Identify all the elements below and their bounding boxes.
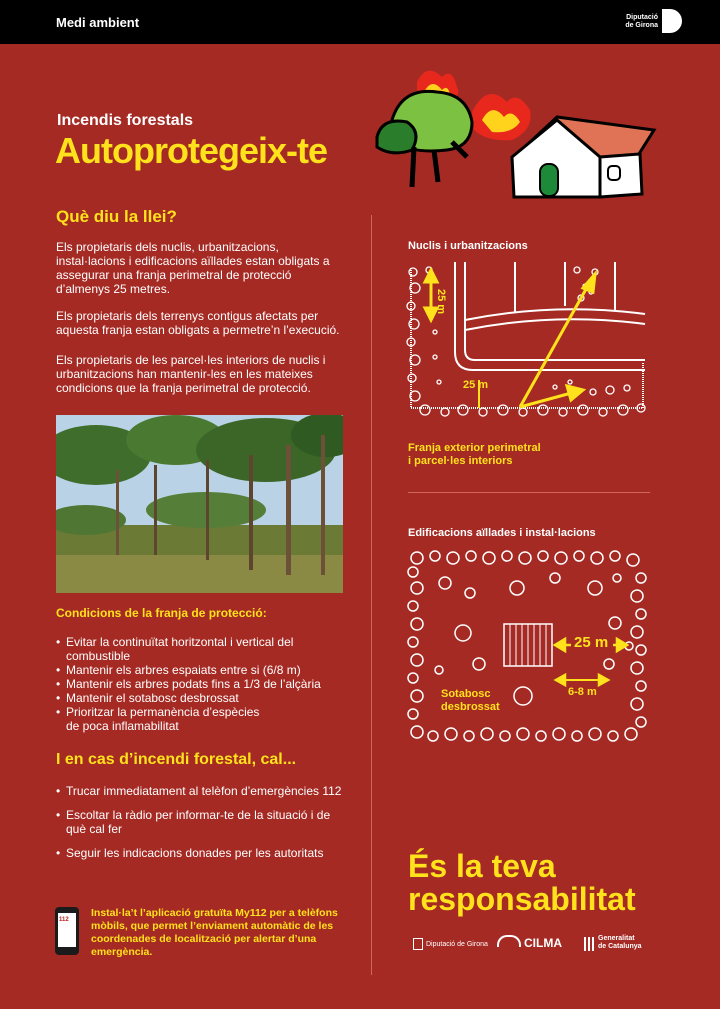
urban-zone-diagram — [405, 262, 650, 422]
fire-list — [56, 784, 356, 860]
law-paragraph: Els propietaris de les parcel·les interiors de nuclis i urbanitzacions han mantenir-les en les mateixes condicions que la franja perimetral de protecció. — [56, 353, 326, 395]
diputacio-logo: Diputació de Girona — [413, 938, 488, 950]
shield-icon — [413, 938, 423, 950]
list-item: • Mantenir els arbres espaiats entre si (6/8 m) — [56, 663, 356, 677]
fire-house-illustration — [372, 62, 662, 207]
column-divider — [371, 215, 372, 975]
distance-label-vertical: 25 m — [435, 289, 447, 315]
law-paragraph: Els propietaris dels nuclis, urbanitzacions, instal·lacions i edificacions aïllades estan obligats a assegurar una franja perimetral de protecció d’almenys 25 metres. — [56, 240, 330, 296]
brand-logo-icon — [662, 9, 682, 33]
page-subtitle: Incendis forestals — [57, 112, 194, 129]
list-item: • Prioritzar la permanència d’espècies de poca inflamabilitat — [56, 705, 276, 733]
list-item: • Evitar la continuïtat horitzontal i vertical del combustible — [56, 635, 356, 663]
list-item: • Escoltar la ràdio per informar-te de la situació i de què cal fer — [56, 808, 346, 836]
diagram-title: Nuclis i urbanitzacions — [408, 240, 528, 252]
distance-label: 25 m — [574, 634, 609, 651]
phone-icon: 112 — [55, 907, 79, 955]
law-paragraph: Els propietaris dels terrenys contigus afectats per aquesta franja estan obligats a permetre’n l’execució. — [56, 309, 340, 337]
slogan: És la teva responsabilitat — [408, 848, 636, 917]
diagram-caption: Sotabosc desbrossat — [441, 688, 500, 713]
law-heading: Què diu la llei? — [56, 207, 177, 226]
diagram-title: Edificacions aïllades i instal·lacions — [408, 527, 596, 539]
distance-label-horizontal: 25 m — [463, 379, 489, 391]
app-note: Instal·la’t l’aplicació gratuïta My112 per a telèfons mòbils, que permet l’enviament automàtic de les coordenades de localització per alertar d’una emergència. — [91, 907, 338, 958]
list-item: • Seguir les indicacions donades per les autoritats — [56, 846, 356, 860]
page-title: Autoprotegeix-te — [55, 130, 327, 171]
cilma-icon — [497, 935, 521, 947]
forest-photo — [56, 415, 343, 593]
list-item: • Mantenir el sotabosc desbrossat — [56, 691, 356, 705]
section-divider — [408, 492, 650, 493]
list-item: • Mantenir els arbres podats fins a 1/3 de l’alçària — [56, 677, 356, 691]
conditions-heading: Condicions de la franja de protecció: — [56, 606, 267, 620]
generalitat-logo: Generalitat de Catalunya — [584, 935, 642, 951]
window — [608, 166, 620, 180]
diagram-caption: Franja exterior perimetral i parcel·les interiors — [408, 442, 541, 467]
flag-icon — [584, 937, 594, 951]
fire-heading: I en cas d’incendi forestal, cal... — [56, 751, 297, 768]
brand-name: Diputació de Girona — [625, 14, 658, 29]
conditions-list — [56, 635, 356, 733]
spacing-label: 6-8 m — [568, 686, 597, 698]
top-bar — [0, 0, 720, 44]
list-item: • Trucar immediatament al telèfon d’emergències 112 — [56, 784, 356, 798]
door — [540, 164, 558, 196]
section-label: Medi ambient — [56, 15, 140, 30]
cilma-logo: CILMA — [497, 935, 562, 947]
